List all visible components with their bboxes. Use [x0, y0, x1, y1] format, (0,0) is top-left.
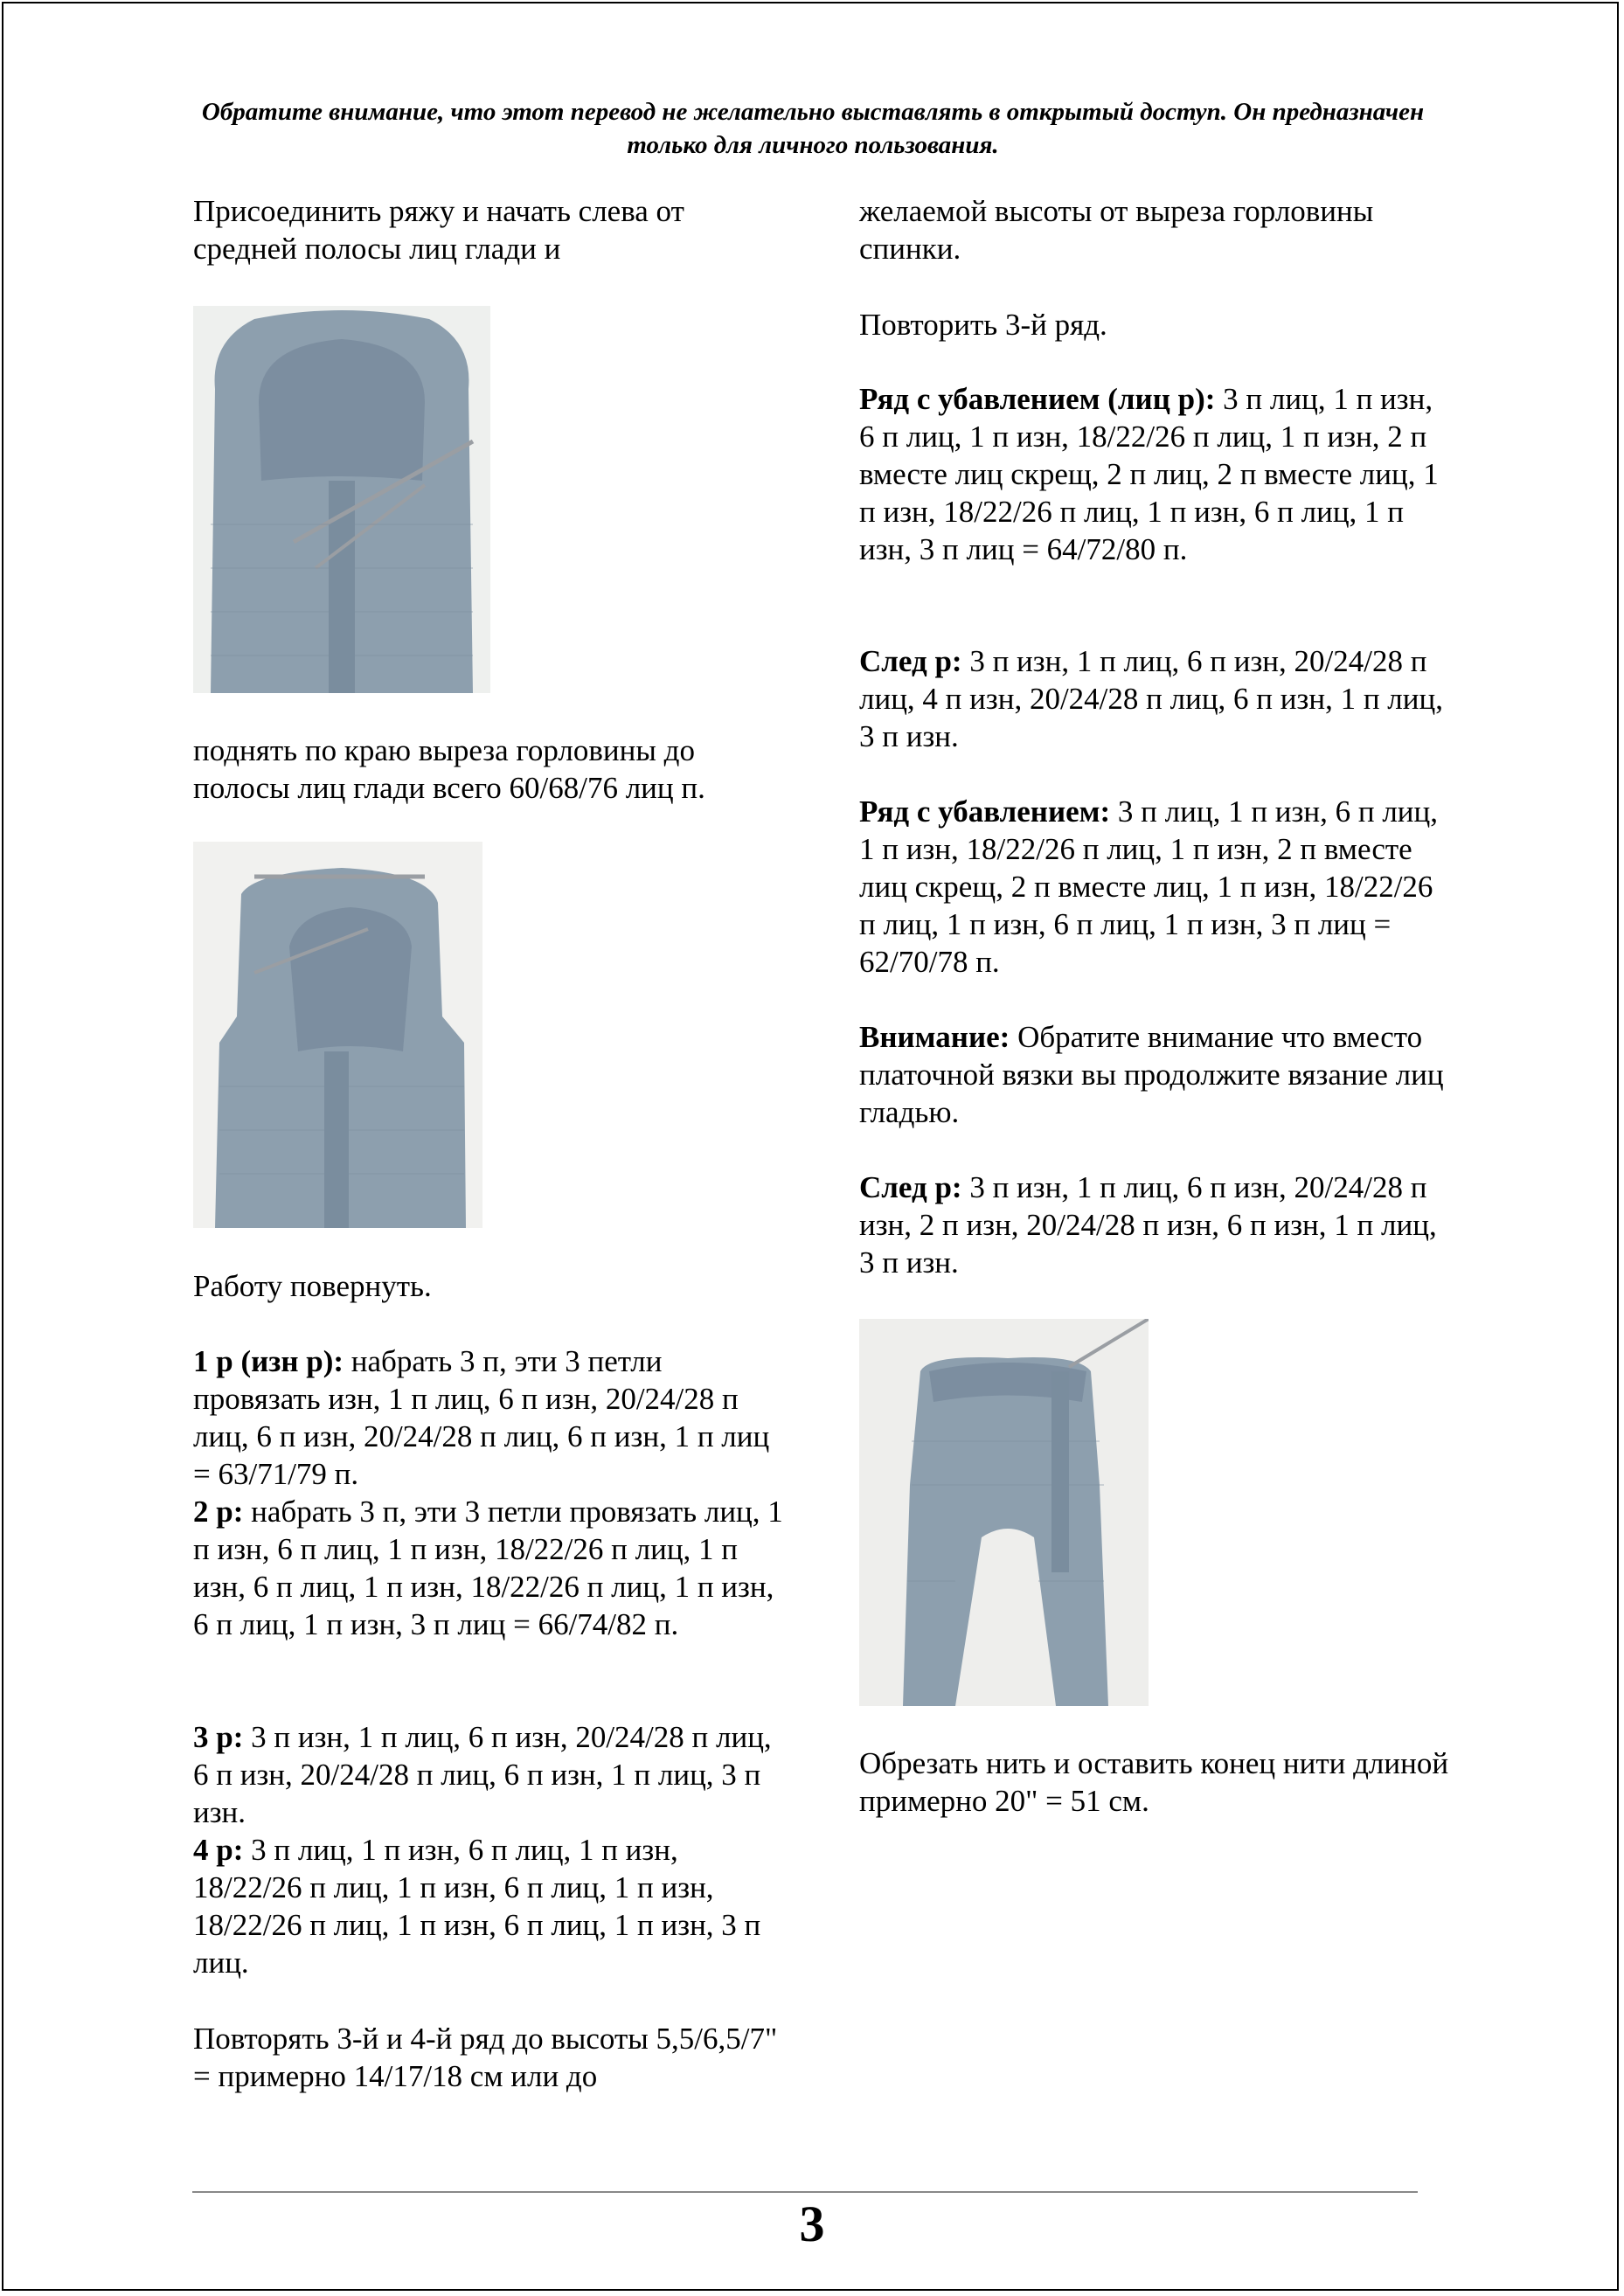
left-turn: Работу повернуть.	[193, 1269, 432, 1303]
right-next2	[859, 1169, 1454, 1281]
row1-text: набрать 3 п, эти 3 петли провязать изн, 1 п лиц, 6 п изн, 20/24/28 п лиц, 6 п изн, 20/24/28 п лиц, 6 п изн, 1 п лиц = 63/71/79 п.	[193, 1344, 770, 1491]
right-repeat-row3: Повторить 3-й ряд.	[859, 308, 1107, 342]
left-repeat: Повторять 3-й и 4-й ряд до высоты 5,5/6,5/7" = примерно 14/17/18 см или до	[193, 2022, 778, 2093]
notice: Обратите внимание, что этот перевод не желательно выставлять в открытый доступ. Он предназначен только для личного пользования.	[201, 98, 1425, 159]
photo-pants	[859, 1319, 1149, 1706]
row1-label: 1 р (изн р):	[193, 1344, 344, 1378]
left-row4	[193, 1831, 788, 1981]
next1-label: След р:	[859, 644, 962, 678]
attention-label: Внимание:	[859, 1020, 1010, 1054]
row4-text: 3 п лиц, 1 п изн, 6 п лиц, 1 п изн, 18/22/26 п лиц, 1 п изн, 6 п лиц, 1 п изн, 18/22/26 п лиц, 1 п изн, 6 п лиц, 1 п изн, 3 п лиц.	[193, 1833, 761, 1980]
left-row1	[193, 1342, 788, 1493]
row4-label: 4 р:	[193, 1833, 244, 1867]
dec2-label: Ряд с убавлением:	[859, 794, 1111, 829]
right-dec1	[859, 380, 1454, 568]
right-next1	[859, 642, 1454, 755]
dec1-label: Ряд с убавлением (лиц р):	[859, 382, 1216, 416]
left-intro: Присоединить ряжу и начать слева от средней полосы лиц глади и	[193, 194, 684, 266]
right-cont: желаемой высоты от выреза горловины спинки.	[859, 194, 1374, 266]
footer-divider	[192, 2191, 1418, 2193]
row3-text: 3 п изн, 1 п лиц, 6 п изн, 20/24/28 п лиц, 6 п изн, 20/24/28 п лиц, 6 п изн, 1 п лиц, 3 п изн.	[193, 1720, 772, 1829]
next1-text: 3 п изн, 1 п лиц, 6 п изн, 20/24/28 п лиц, 4 п изн, 20/24/28 п лиц, 6 п изн, 1 п лиц, 3 п изн.	[859, 644, 1443, 753]
left-pick-up: поднять по краю выреза горловины до полосы лиц глади всего 60/68/76 лиц п.	[193, 733, 705, 805]
right-end: Обрезать нить и оставить конец нити длиной примерно 20" = 51 см.	[859, 1746, 1449, 1818]
row3-label: 3 р:	[193, 1720, 244, 1754]
row2-text: набрать 3 п, эти 3 петли провязать лиц, 1 п изн, 6 п лиц, 1 п изн, 18/22/26 п лиц, 1 п изн, 6 п лиц, 1 п изн, 18/22/26 п лиц, 1 п изн, 6 п лиц, 1 п изн, 3 п лиц = 66/74/82 п.	[193, 1495, 783, 1641]
right-attention	[859, 1018, 1454, 1131]
page-number: 3	[799, 2195, 825, 2252]
photo-hood-pickup	[193, 842, 482, 1228]
left-row2	[193, 1493, 788, 1643]
next2-text: 3 п изн, 1 п лиц, 6 п изн, 20/24/28 п изн, 2 п изн, 20/24/28 п изн, 6 п изн, 1 п лиц, 3 п изн.	[859, 1170, 1437, 1280]
photo-hood-start	[193, 306, 490, 693]
right-dec2	[859, 793, 1454, 981]
dec2-text: 3 п лиц, 1 п изн, 6 п лиц, 1 п изн, 18/22/26 п лиц, 1 п изн, 2 п вместе лиц скрещ, 2 п вместе лиц, 1 п изн, 18/22/26 п лиц, 1 п изн, 6 п лиц, 1 п изн, 3 п лиц = 62/70/78 п.	[859, 794, 1439, 979]
row2-label: 2 р:	[193, 1495, 244, 1529]
attention-text: Обратите внимание что вместо платочной вязки вы продолжите вязание лиц гладью.	[859, 1020, 1444, 1129]
next2-label: След р:	[859, 1170, 962, 1204]
left-row3	[193, 1718, 788, 1831]
dec1-text: 3 п лиц, 1 п изн, 6 п лиц, 1 п изн, 18/22/26 п лиц, 1 п изн, 2 п вместе лиц скрещ, 2 п лиц, 2 п вместе лиц, 1 п изн, 18/22/26 п лиц, 1 п изн, 6 п лиц, 1 п изн, 3 п лиц = 64/72/80 п.	[859, 382, 1439, 566]
